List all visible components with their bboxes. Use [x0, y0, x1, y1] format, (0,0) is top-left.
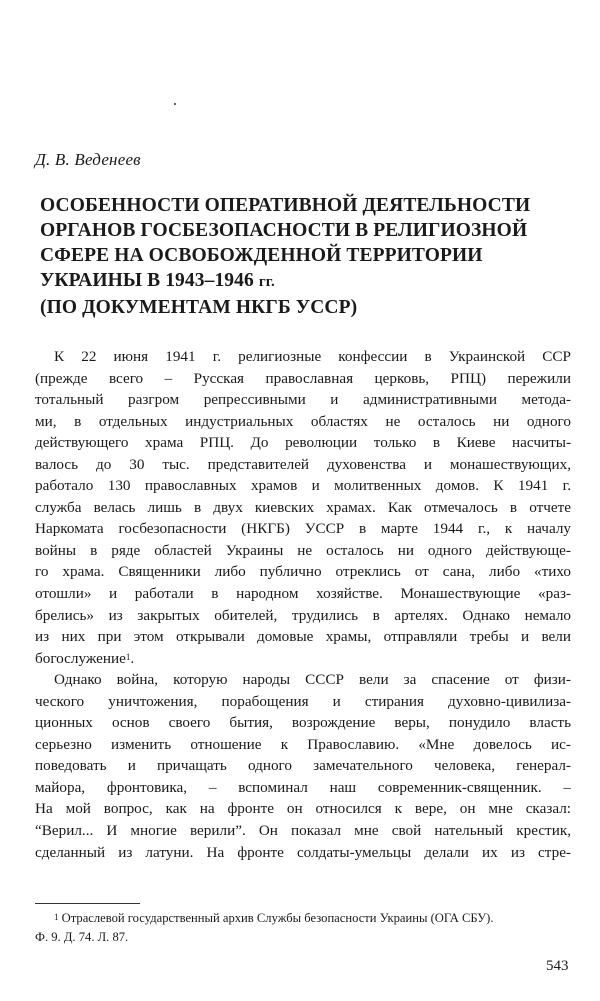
text-line: ческого уничтожения, порабощения и стирания духовно-цивилиза- — [35, 692, 571, 710]
title-line: ОСОБЕННОСТИ ОПЕРАТИВНОЙ ДЕЯТЕЛЬНОСТИ — [40, 195, 531, 216]
text-line: ми, в отдельных индустриальных областях не осталось ни одного — [35, 412, 571, 430]
footnote-mark: 1 — [54, 912, 59, 922]
text-line: Однако война, которую народы СССР вели за спасение от физи- — [54, 671, 571, 689]
text-line: брелись» из закрытых обителей, трудились в артелях. Однако немало — [35, 606, 571, 624]
title-line — [40, 268, 580, 295]
text-line: Наркомата госбезопасности (НКГБ) УССР в марте 1944 г., к началу — [35, 520, 571, 538]
text-line: серьезно изменить отношение к Православию. «Мне довелось ис- — [35, 735, 571, 753]
text-line: действующего храма РПЦ. До революции только в Киеве насчиты- — [35, 434, 571, 452]
author-name: Д. В. Веденеев — [35, 150, 141, 169]
text-line: войны в ряде областей Украины не осталось ни одного действующе- — [35, 541, 571, 559]
text-line: “Верил... И многие верили”. Он показал мне свой нательный крестик, — [35, 822, 571, 840]
text-line: На мой вопрос, как на фронте он относился к вере, он мне сказал: — [35, 800, 571, 818]
footnote-line: Ф. 9. Д. 74. Л. 87. — [35, 930, 129, 944]
text-line: К 22 июня 1941 г. религиозные конфессии в Украинской ССР — [54, 348, 571, 365]
page-number: 543 — [546, 958, 569, 974]
title-years-suffix: гг. — [258, 274, 275, 290]
article-body — [35, 346, 571, 863]
text-line: го храма. Священники либо публично отреклись от сана, либо «тихо — [35, 563, 571, 581]
footnote-text: Отраслевой государственный архив Службы безопасности Украины (ОГА СБУ). — [61, 911, 494, 925]
text-line-content: богослужение — [35, 649, 126, 667]
text-line: тотальный разгром репрессивными и административными метода- — [35, 391, 571, 409]
footnote — [35, 909, 571, 947]
title-line-text: УКРАИНЫ В 1943–1946 — [40, 270, 254, 291]
title-line: СФЕРЕ НА ОСВОБОЖДЕННОЙ ТЕРРИТОРИИ — [40, 245, 483, 266]
footnote-divider — [35, 903, 140, 904]
text-line: майора, фронтовика, – вспоминал наш современник-священник. – — [35, 778, 571, 796]
text-line: валось до 30 тыс. представителей духовенства и монашествующих, — [35, 455, 571, 473]
text-line: (прежде всего – Русская православная церковь, РПЦ) пережили — [35, 369, 571, 387]
article-title — [40, 193, 580, 320]
text-line: ционных основ своего бытия, возрождение веры, понудило власть — [35, 714, 571, 732]
text-line: сделанный из латуни. На фронте солдаты-умельцы делали их из стре- — [35, 843, 571, 861]
text-line: работало 130 православных храмов и молитвенных домов. К 1941 г. — [35, 477, 571, 495]
print-speck — [174, 103, 176, 105]
footnote-reference[interactable]: 1 — [125, 651, 131, 662]
text-line: из них при этом открывали домовые храмы, отправляли требы и вели — [35, 628, 571, 646]
footnote-line — [35, 909, 571, 928]
title-line: ОРГАНОВ ГОСБЕЗОПАСНОСТИ В РЕЛИГИОЗНОЙ — [40, 220, 528, 241]
text-line: поведовать и причащать одного замечательного человека, генерал- — [35, 757, 571, 775]
text-line: отошли» и работали в народном хозяйстве. Монашествующие «раз- — [35, 585, 571, 603]
title-line: (ПО ДОКУМЕНТАМ НКГБ УССР) — [40, 297, 358, 318]
text-line: служба велась лишь в двух киевских храмах. Как отмечалось в отчете — [35, 498, 571, 516]
text-line: богослужение$^1$. — [35, 649, 135, 667]
